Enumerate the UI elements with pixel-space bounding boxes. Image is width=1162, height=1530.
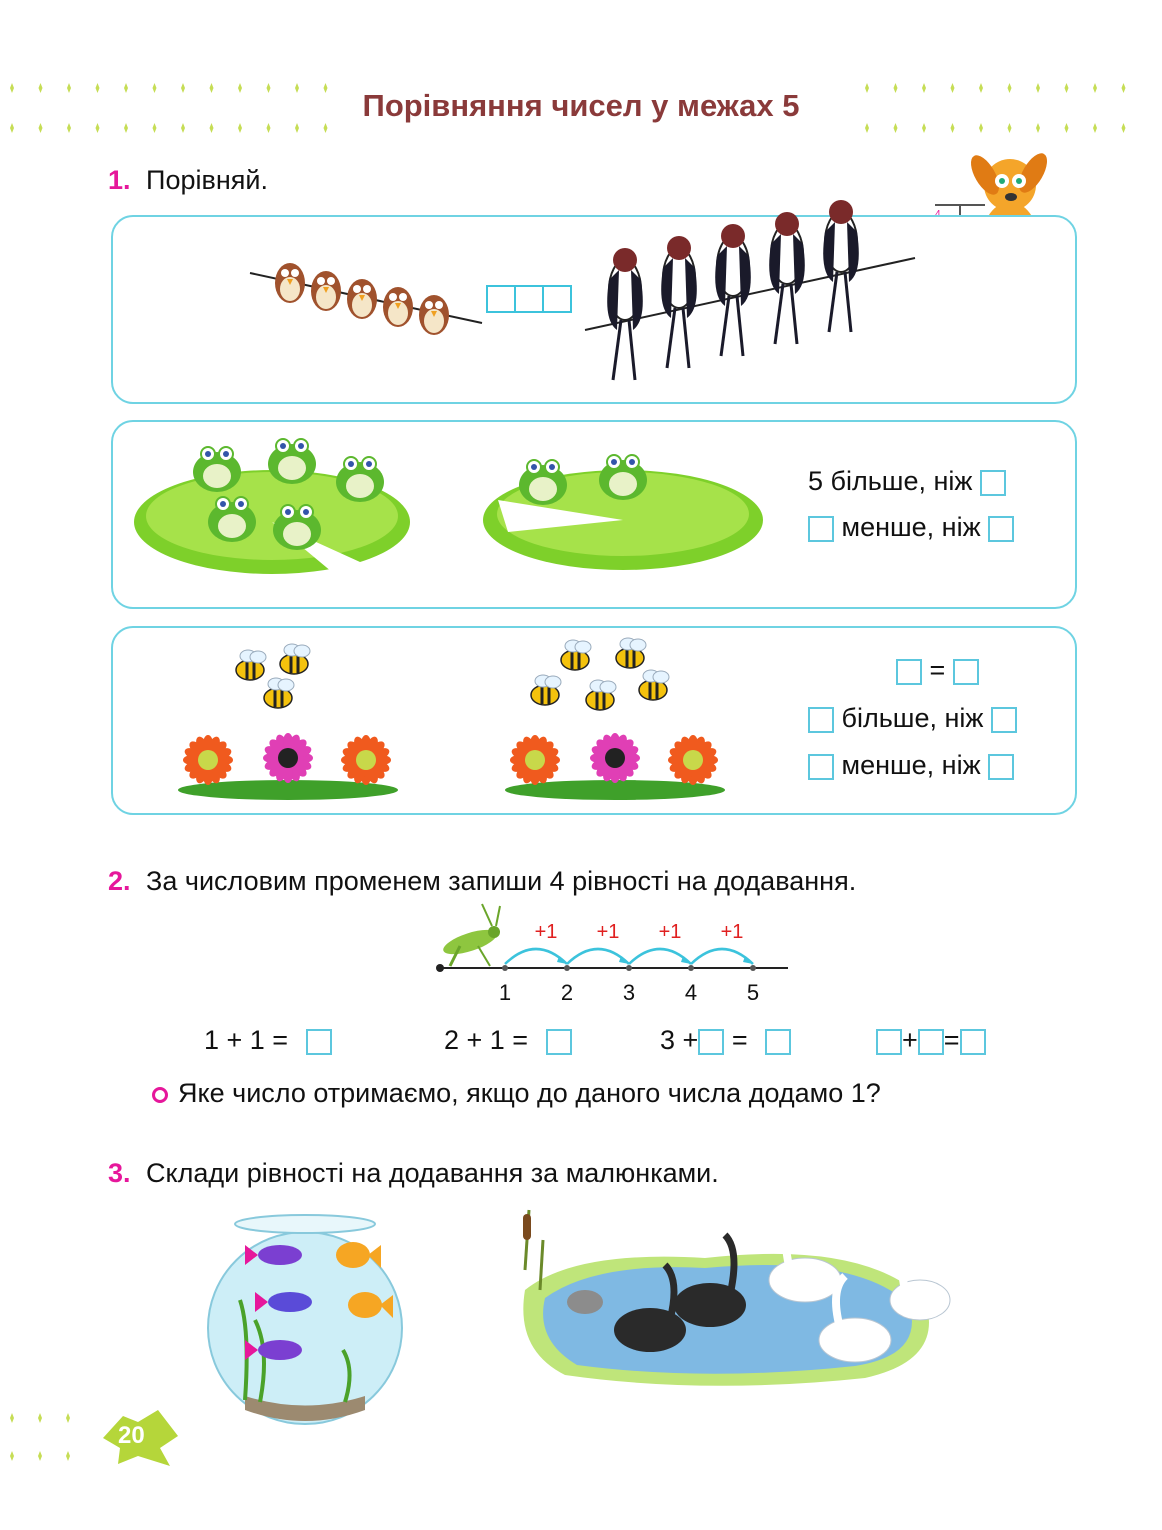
- frog-compare-line-2: менше, ніж: [808, 512, 1014, 543]
- swallow-icon: [661, 236, 697, 368]
- bee-icon: [639, 670, 669, 700]
- sparrow-icon: [275, 263, 305, 303]
- grasshopper-icon: [441, 904, 500, 966]
- pond-swans-illustration: [505, 1210, 945, 1390]
- dot-decoration: [1008, 123, 1012, 133]
- swallow-icon: [769, 212, 805, 344]
- ray-tick-label: 4: [684, 980, 698, 1005]
- frog-icon: [193, 447, 241, 492]
- flower-icon: [263, 733, 313, 783]
- answer-box[interactable]: [876, 1029, 902, 1055]
- task3-number: 3.: [108, 1158, 131, 1188]
- bee-icon: [561, 640, 591, 670]
- task1-text: Порівняй.: [146, 165, 268, 195]
- answer-box[interactable]: [953, 659, 979, 685]
- compare-box-3[interactable]: [542, 285, 572, 313]
- swallow-icon: [823, 200, 859, 332]
- jump-label: +1: [534, 921, 558, 943]
- bee-compare-line-2: менше, ніж: [808, 750, 1014, 781]
- ray-tick-label: 5: [746, 980, 760, 1005]
- dot-decoration: [39, 123, 43, 133]
- flower-icon: [668, 735, 718, 785]
- frog-icon: [273, 505, 321, 550]
- task3-text: Склади рівності на додавання за малюнками.: [146, 1158, 719, 1188]
- bee-icon: [531, 675, 561, 705]
- dot-decoration: [267, 123, 271, 133]
- dot-decoration: [67, 123, 71, 133]
- task2-text: За числовим променем запиши 4 рівності на додавання.: [146, 866, 857, 896]
- answer-box[interactable]: [808, 707, 834, 733]
- jump-label: +1: [596, 921, 620, 943]
- task1-heading: [108, 165, 268, 196]
- ray-tick: [502, 965, 508, 971]
- answer-box[interactable]: [808, 516, 834, 542]
- dot-decoration: [66, 1413, 70, 1423]
- frog-icon: [268, 439, 316, 484]
- frog-icon: [208, 497, 256, 542]
- answer-box[interactable]: [306, 1029, 332, 1055]
- dot-decoration: [66, 1451, 70, 1461]
- equation-2: 2 + 1 =: [444, 1025, 572, 1056]
- frogs-on-leaf-5-illustration: [132, 432, 422, 582]
- answer-box[interactable]: [765, 1029, 791, 1055]
- answer-box[interactable]: [808, 754, 834, 780]
- frog-icon: [519, 460, 567, 505]
- bee-compare-line-1: більше, ніж: [808, 703, 1017, 734]
- dot-decoration: [96, 123, 100, 133]
- page-title: Порівняння чисел у межах 5: [0, 88, 1162, 124]
- dot-decoration: [124, 123, 128, 133]
- bullet-icon: [152, 1087, 168, 1103]
- swallow-icon: [715, 224, 751, 356]
- dot-decoration: [922, 123, 926, 133]
- dot-decoration: [1093, 123, 1097, 133]
- dot-decoration: [238, 123, 242, 133]
- frog-icon: [599, 455, 647, 500]
- dot-decoration: [295, 123, 299, 133]
- answer-box[interactable]: [698, 1029, 724, 1055]
- sparrow-icon: [311, 271, 341, 311]
- answer-box[interactable]: [980, 470, 1006, 496]
- page-number: 20: [118, 1422, 145, 1449]
- flower-icon: [590, 733, 640, 783]
- ray-tick-label: 2: [560, 980, 574, 1005]
- dot-decoration: [153, 123, 157, 133]
- compare-box-2[interactable]: [514, 285, 544, 313]
- dot-decoration: [1122, 123, 1126, 133]
- ray-tick: [626, 965, 632, 971]
- bees-flowers-3-illustration: [168, 640, 408, 800]
- dot-decoration: [38, 1451, 42, 1461]
- dot-decoration: [951, 123, 955, 133]
- dot-decoration: [38, 1413, 42, 1423]
- dot-decoration: [10, 1413, 14, 1423]
- dot-decoration: [324, 123, 328, 133]
- swallows-illustration: [585, 220, 925, 390]
- dot-decoration: [1036, 123, 1040, 133]
- answer-box[interactable]: [960, 1029, 986, 1055]
- dot-decoration: [10, 123, 14, 133]
- sparrows-illustration: [250, 243, 490, 333]
- task2-heading: [108, 866, 856, 897]
- answer-box[interactable]: [918, 1029, 944, 1055]
- answer-box[interactable]: [546, 1029, 572, 1055]
- fishbowl-illustration: [205, 1210, 405, 1430]
- dot-decoration: [10, 1451, 14, 1461]
- jump-label: +1: [658, 921, 682, 943]
- compare-box-1[interactable]: [486, 285, 516, 313]
- ray-tick-label: 3: [622, 980, 636, 1005]
- ray-tick: [564, 965, 570, 971]
- answer-box[interactable]: [991, 707, 1017, 733]
- dot-decoration: [865, 123, 869, 133]
- dot-border-bottom: [0, 1410, 100, 1470]
- dot-decoration: [1065, 123, 1069, 133]
- sparrow-icon: [383, 287, 413, 327]
- number-ray: [430, 900, 810, 1010]
- bees-flowers-5-illustration: [495, 640, 735, 800]
- sparrow-icon: [347, 279, 377, 319]
- answer-box[interactable]: [988, 754, 1014, 780]
- dot-decoration: [894, 123, 898, 133]
- bee-icon: [236, 650, 266, 680]
- task2-question: Яке число отримаємо, якщо до даного числа додамо 1?: [152, 1078, 881, 1109]
- dot-decoration: [979, 123, 983, 133]
- frog-icon: [336, 457, 384, 502]
- equation-3: 3 + =: [660, 1025, 791, 1056]
- bee-icon: [264, 678, 294, 708]
- jump-label: +1: [720, 921, 744, 943]
- task2-number: 2.: [108, 866, 131, 896]
- dot-decoration: [181, 123, 185, 133]
- bee-icon: [280, 644, 310, 674]
- task1-number: 1.: [108, 165, 131, 195]
- answer-box[interactable]: [988, 516, 1014, 542]
- task3-heading: [108, 1158, 719, 1189]
- bee-icon: [586, 680, 616, 710]
- answer-box[interactable]: [896, 659, 922, 685]
- swallow-icon: [607, 248, 643, 380]
- frog-compare-line-1: 5 більше, ніж: [808, 466, 1006, 497]
- flower-icon: [510, 735, 560, 785]
- bee-compare-equal: =: [896, 655, 979, 686]
- ray-tick: [750, 965, 756, 971]
- equation-4: + =: [876, 1025, 986, 1056]
- equation-1: 1 + 1 =: [204, 1025, 332, 1056]
- ray-tick-label: 1: [498, 980, 512, 1005]
- flower-icon: [341, 735, 391, 785]
- frogs-on-leaf-2-illustration: [478, 440, 768, 570]
- sparrow-icon: [419, 295, 449, 335]
- ray-tick: [688, 965, 694, 971]
- bee-icon: [616, 638, 646, 668]
- dot-decoration: [210, 123, 214, 133]
- flower-icon: [183, 735, 233, 785]
